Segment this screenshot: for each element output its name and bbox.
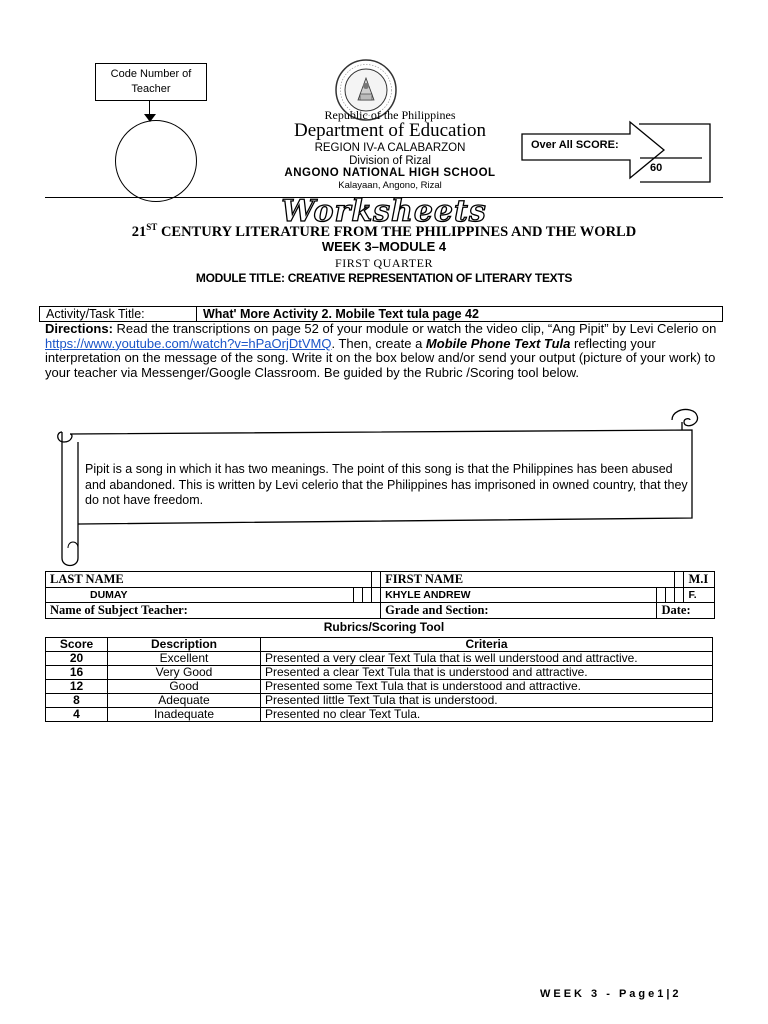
teacher-code-box <box>95 63 207 101</box>
course-title-text: CENTURY LITERATURE FROM THE PHILIPPINES AND THE WORLD <box>157 223 637 240</box>
overall-score-label: Over All SCORE: <box>531 139 619 151</box>
rubric-header-row <box>46 638 713 652</box>
last-name-header: LAST NAME <box>46 572 372 588</box>
rubric-description: Very Good <box>108 666 261 680</box>
directions-text-3: reflecting your interpretation on the message of the song. Write it on the box below and/or send your output (picture of your work) to your teacher via Messenger/Google Classroom. Be guided by the Rubric /Scoring tool below. <box>45 335 716 381</box>
department-title: Department of Education <box>293 120 487 141</box>
rubric-header-description: Description <box>108 638 261 652</box>
directions-text-1: Read the transcriptions on page 52 of your module or watch the video clip, “Ang Pipit” by Levi Celerio on <box>112 321 717 336</box>
teacher-code-label-line1: Code Number of <box>110 68 192 80</box>
rubric-row <box>46 666 713 680</box>
mi-value: F. <box>684 588 715 603</box>
rubric-criteria: Presented no clear Text Tula. <box>261 708 713 722</box>
region-line: REGION IV-A CALABARZON <box>314 142 466 154</box>
activity-title-value: What' More Activity 2. Mobile Text tula page 42 <box>203 307 479 321</box>
table-spacer <box>675 588 684 603</box>
activity-title-row <box>39 306 723 322</box>
table-spacer <box>372 572 381 588</box>
rubric-score: 20 <box>46 652 108 666</box>
table-spacer <box>372 588 381 603</box>
overall-score-arrow <box>520 118 715 184</box>
module-title: MODULE TITLE: CREATIVE REPRESENTATION OF LITERARY TEXTS <box>195 271 573 285</box>
rubric-header-criteria: Criteria <box>261 638 713 652</box>
directions-text-2: . Then, create a <box>331 335 426 351</box>
rubric-header-score: Score <box>46 638 108 652</box>
course-title <box>0 222 768 241</box>
activity-title-label: Activity/Task Title: <box>40 307 197 321</box>
date-label: Date: <box>657 603 715 619</box>
table-spacer <box>363 588 372 603</box>
rubric-score: 4 <box>46 708 108 722</box>
page-footer: WEEK 3 - Page1|2 <box>540 988 682 1000</box>
teacher-code-label-line2: Teacher <box>131 83 171 95</box>
rubric-description: Adequate <box>108 694 261 708</box>
rubric-description: Excellent <box>108 652 261 666</box>
first-name-value: KHYLE ANDREW <box>381 588 657 603</box>
last-name-value: DUMAY <box>46 588 354 603</box>
quarter-title: FIRST QUARTER <box>335 256 433 270</box>
rubric-criteria: Presented a very clear Text Tula that is well understood and attractive. <box>261 652 713 666</box>
first-name-header: FIRST NAME <box>381 572 675 588</box>
subject-teacher-label: Name of Subject Teacher: <box>46 603 381 619</box>
rubric-criteria: Presented little Text Tula that is understood. <box>261 694 713 708</box>
rubric-description: Inadequate <box>108 708 261 722</box>
rubric-row <box>46 694 713 708</box>
rubric-row <box>46 652 713 666</box>
rubric-row <box>46 708 713 722</box>
grade-section-label: Grade and Section: <box>381 603 657 619</box>
table-spacer <box>666 588 675 603</box>
rubric-title: Rubrics/Scoring Tool <box>323 620 445 634</box>
division-line: Division of Rizal <box>349 155 431 167</box>
teacher-code-circle <box>115 120 197 202</box>
worksheets-title: Worksheets <box>281 194 487 229</box>
table-spacer <box>675 572 684 588</box>
rubric-criteria: Presented a clear Text Tula that is understood and attractive. <box>261 666 713 680</box>
mi-header: M.I <box>684 572 715 588</box>
course-title-ordinal: ST <box>146 222 158 232</box>
rubric-table <box>45 637 713 722</box>
directions-emphasis: Mobile Phone Text Tula <box>425 335 571 351</box>
rubric-row <box>46 680 713 694</box>
overall-score-value: 60 <box>650 162 663 174</box>
rubric-score: 8 <box>46 694 108 708</box>
rubric-score: 12 <box>46 680 108 694</box>
student-info-table <box>45 571 715 619</box>
table-spacer <box>657 588 666 603</box>
video-link[interactable]: https://www.youtube.com/watch?v=hPaOrjDtVMQ <box>45 335 332 351</box>
course-title-number: 21 <box>131 223 147 240</box>
table-spacer <box>354 588 363 603</box>
answer-text: Pipit is a song in which it has two meanings. The point of this song is that the Philippines has been abused and abandoned. This is written by Levi celerio that the Philippines has imprisoned in owned country, that they do not have freedom. <box>85 462 688 507</box>
rubric-score: 16 <box>46 666 108 680</box>
rubric-description: Good <box>108 680 261 694</box>
week-module-title: WEEK 3–MODULE 4 <box>321 239 447 254</box>
school-address: Kalayaan, Angono, Rizal <box>338 180 442 191</box>
directions-label: Directions: <box>45 321 113 336</box>
rubric-criteria: Presented some Text Tula that is understood and attractive. <box>261 680 713 694</box>
school-name: ANGONO NATIONAL HIGH SCHOOL <box>284 167 496 179</box>
directions-paragraph <box>45 322 721 381</box>
republic-line: Republic of the Philippines <box>324 108 456 122</box>
